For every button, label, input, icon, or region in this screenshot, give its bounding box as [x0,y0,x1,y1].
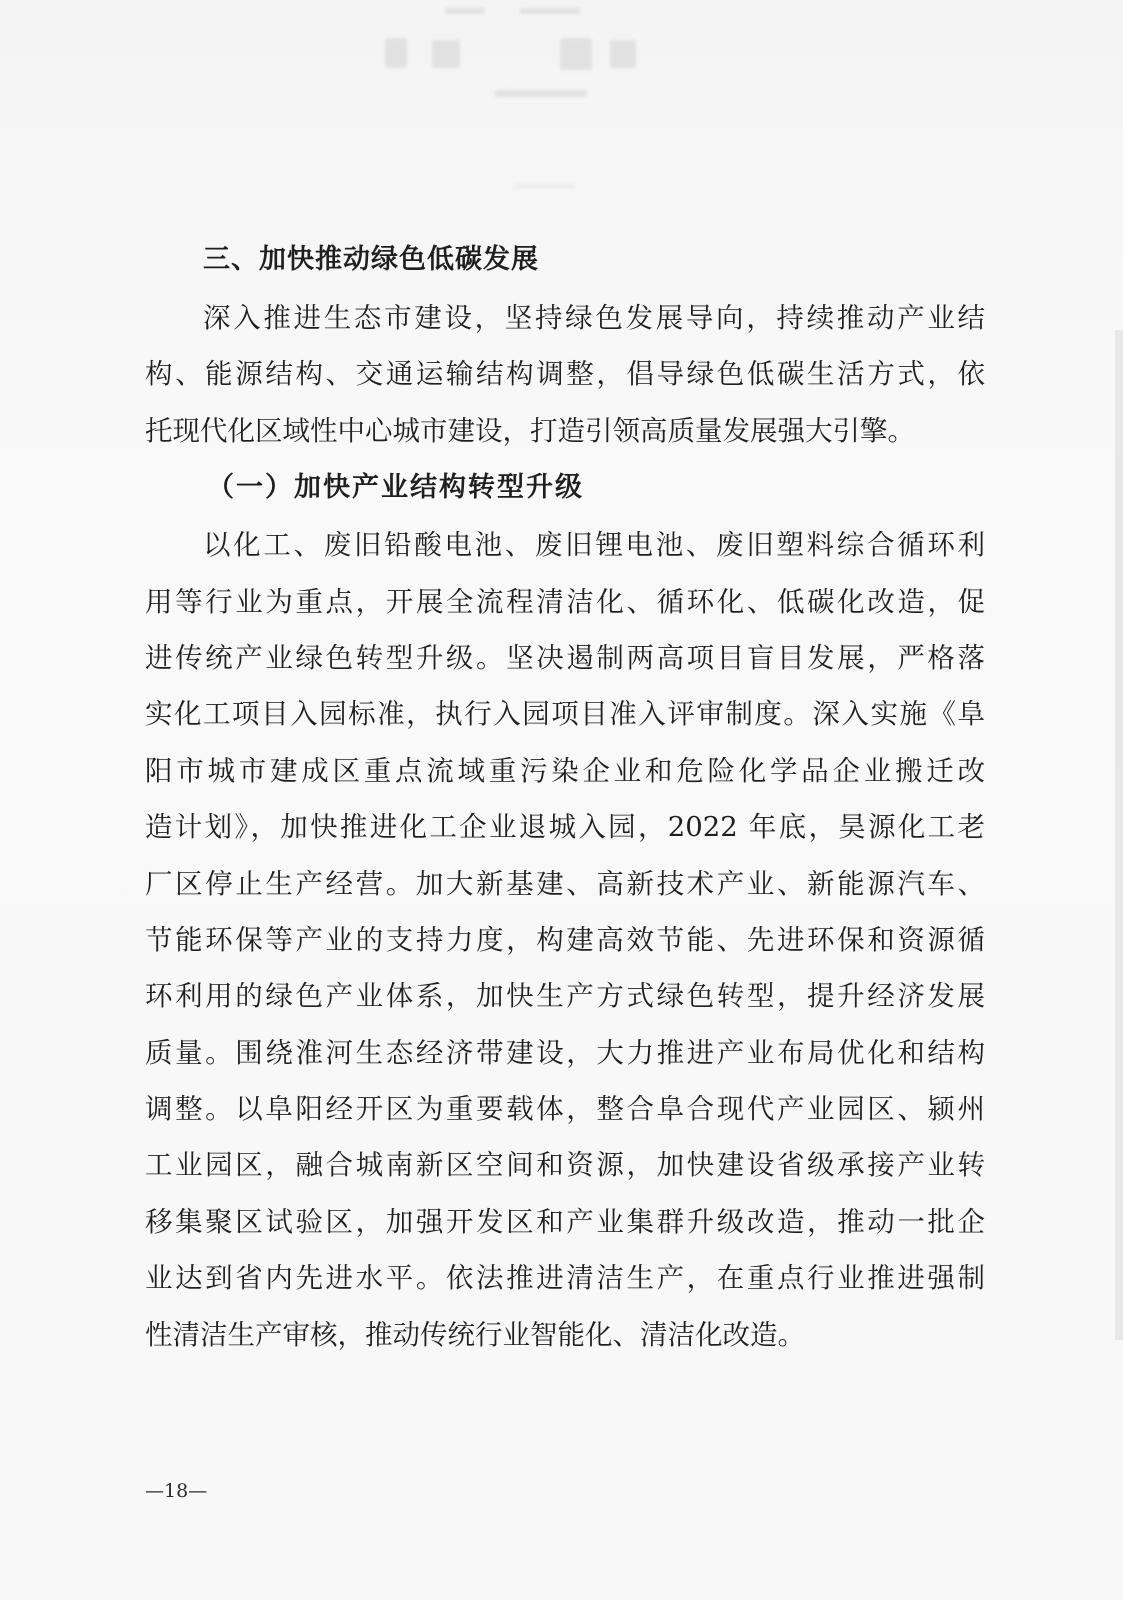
intro-paragraph [145,290,985,459]
document-body [145,230,985,1363]
paragraph-line: 用等行业为重点，开展全流程清洁化、循环化、低碳化改造，促 [145,585,985,618]
scan-bleed-mark [445,8,485,14]
scan-bleed-mark [520,8,580,14]
paragraph-line: 性清洁生产审核，推动传统行业智能化、清洁化改造。 [145,1318,805,1351]
paragraph-line: 节能环保等产业的支持力度，构建高效节能、先进环保和资源循 [145,923,985,956]
scan-bleed-mark [560,38,592,70]
paragraph-line: 阳市城市建成区重点流域重污染企业和危险化学品企业搬迁改 [145,754,985,787]
scan-bleed-mark [515,184,575,188]
section-heading: 三、加快推动绿色低碳发展 [203,244,539,275]
scan-bleed-mark [385,38,407,68]
scan-bleed-mark [495,90,587,97]
paragraph-line: 造计划》，加快推进化工企业退城入园，2022 年底，昊源化工老 [145,811,985,844]
paragraph-line: 构、能源结构、交通运输结构调整，倡导绿色低碳生活方式，依 [145,358,985,391]
scan-bleed-mark [610,40,636,68]
paragraph-line: 进传统产业绿色转型升级。坚决遏制两高项目盲目发展，严格落 [145,641,985,674]
paragraph-line: 以化工、废旧铅酸电池、废旧锂电池、废旧塑料综合循环利 [203,529,985,562]
subsection-heading: （一）加快产业结构转型升级 [207,472,584,504]
scan-edge [1115,330,1123,1340]
paragraph-line: 调整。以阜阳经开区为重要载体，整合阜合现代产业园区、颍州 [145,1093,985,1126]
body-paragraph [145,517,985,1363]
scan-bleed-mark [432,40,460,68]
paragraph-line: 移集聚区试验区，加强开发区和产业集群升级改造，推动一批企 [145,1205,985,1238]
paragraph-line: 业达到省内先进水平。依法推进清洁生产，在重点行业推进强制 [145,1262,985,1295]
paragraph-line: 质量。围绕淮河生态经济带建设，大力推进产业布局优化和结构 [145,1036,985,1069]
paragraph-line: 实化工项目入园标准，执行入园项目准入评审制度。深入实施《阜 [145,698,985,731]
page-number: —18— [145,1480,208,1502]
paragraph-line: 托现代化区域性中心城市建设，打造引领高质量发展强大引擎。 [145,414,915,447]
paragraph-line: 深入推进生态市建设，坚持绿色发展导向，持续推动产业结 [203,302,985,334]
paragraph-line: 环利用的绿色产业体系，加快生产方式绿色转型，提升经济发展 [145,980,985,1013]
paragraph-line: 工业园区，融合城南新区空间和资源，加快建设省级承接产业转 [145,1149,985,1182]
paragraph-line: 厂区停止生产经营。加大新基建、高新技术产业、新能源汽车、 [145,867,985,900]
